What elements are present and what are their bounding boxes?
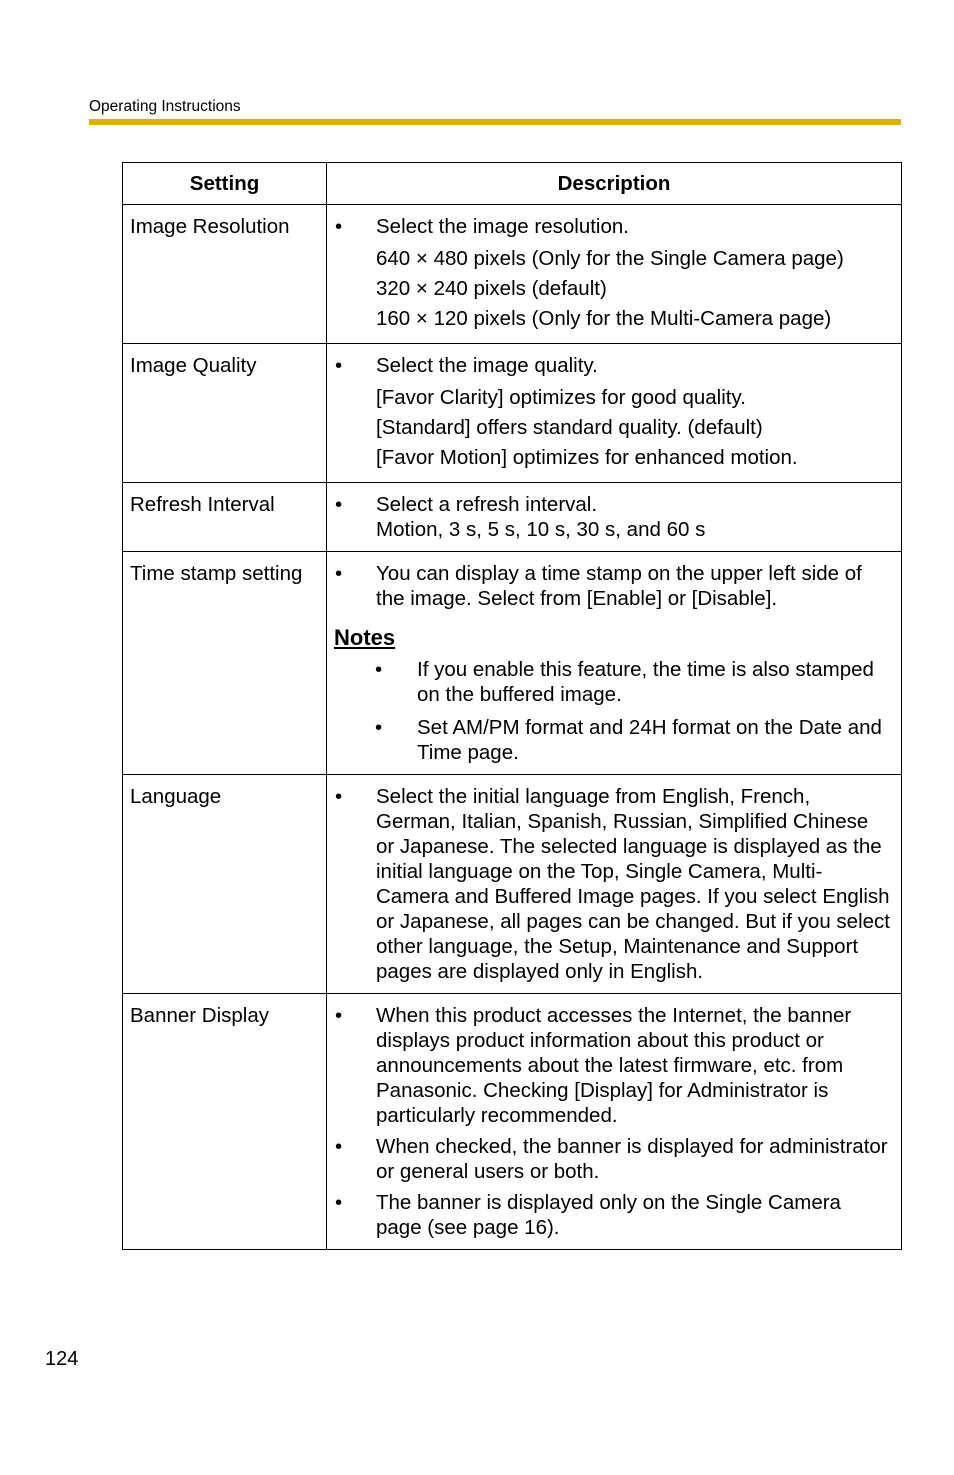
description-text: You can display a time stamp on the upper left side of the image. Select from [Enable] or [Disable]. [376, 562, 862, 610]
setting-description [327, 344, 902, 483]
description-line: [Favor Motion] optimizes for enhanced motion. [376, 446, 798, 469]
description-line: [Standard] offers standard quality. (default) [376, 416, 763, 439]
bullet-marker: • [335, 354, 343, 377]
setting-name: Refresh Interval [123, 483, 327, 552]
setting-name: Language [123, 775, 327, 994]
note-text: Set AM/PM format and 24H format on the Date and Time page. [417, 716, 882, 764]
description-line: Select the image resolution. [376, 215, 629, 238]
bullet-marker: • [335, 1004, 343, 1027]
page-number: 124 [45, 1348, 79, 1370]
description-line: 160 × 120 pixels (Only for the Multi-Camera page) [376, 307, 832, 330]
setting-name: Banner Display [123, 994, 327, 1250]
description-text: When checked, the banner is displayed for administrator or general users or both. [376, 1135, 888, 1183]
description-bullet [334, 492, 891, 542]
description-text: The banner is displayed only on the Single Camera page (see page 16). [376, 1191, 841, 1239]
setting-name: Time stamp setting [123, 552, 327, 775]
note-item [374, 715, 891, 765]
table-header-row [123, 163, 902, 205]
setting-description [327, 775, 902, 994]
setting-description [327, 205, 902, 344]
notes-heading: Notes [334, 625, 396, 650]
description-bullet [334, 1190, 891, 1240]
bullet-marker: • [375, 716, 383, 739]
bullet-marker: • [335, 1191, 343, 1214]
setting-description [327, 483, 902, 552]
note-text: If you enable this feature, the time is also stamped on the buffered image. [417, 658, 874, 706]
header-rule [89, 119, 901, 125]
setting-description [327, 552, 902, 775]
setting-name: Image Quality [123, 344, 327, 483]
description-bullet [334, 353, 891, 473]
bullet-marker: • [335, 785, 343, 808]
settings-table [122, 162, 902, 1250]
bullet-marker: • [335, 493, 343, 516]
description-bullet [334, 1134, 891, 1184]
description-line: 640 × 480 pixels (Only for the Single Camera page) [376, 247, 844, 270]
description-text: When this product accesses the Internet, the banner displays product information about this product or announcements about the latest firmware, etc. from Panasonic. Checking [Display] for Administrator is particularly recommended. [376, 1004, 852, 1127]
table-row [123, 483, 902, 552]
note-item [374, 657, 891, 707]
setting-name: Image Resolution [123, 205, 327, 344]
description-text: Select the initial language from English, French, German, Italian, Spanish, Russian, Simplified Chinese or Japanese. The selected language is displayed as the initial language on the Top, Single Camera, Multi-Camera and Buffered Image pages. If you select English or Japanese, all pages can be changed. But if you select other language, the Setup, Maintenance and Support pages are displayed only in English. [376, 785, 890, 983]
description-bullet [334, 784, 891, 984]
description-bullet [334, 1003, 891, 1128]
table-row [123, 205, 902, 344]
table-row [123, 994, 902, 1250]
running-header: Operating Instructions [89, 98, 241, 115]
description-bullet [334, 214, 891, 334]
description-bullet [334, 561, 891, 611]
bullet-marker: • [335, 1135, 343, 1158]
description-line: Select a refresh interval. [376, 493, 598, 516]
description-line: Select the image quality. [376, 354, 598, 377]
table-row [123, 775, 902, 994]
column-header-description: Description [327, 163, 902, 205]
table-row [123, 344, 902, 483]
bullet-marker: • [335, 215, 343, 238]
setting-description [327, 994, 902, 1250]
table-row [123, 552, 902, 775]
bullet-marker: • [375, 658, 383, 681]
bullet-marker: • [335, 562, 343, 585]
description-line: [Favor Clarity] optimizes for good quality. [376, 386, 746, 409]
column-header-setting: Setting [123, 163, 327, 205]
description-line: Motion, 3 s, 5 s, 10 s, 30 s, and 60 s [376, 518, 706, 541]
notes-list [334, 657, 891, 765]
description-line: 320 × 240 pixels (default) [376, 277, 607, 300]
